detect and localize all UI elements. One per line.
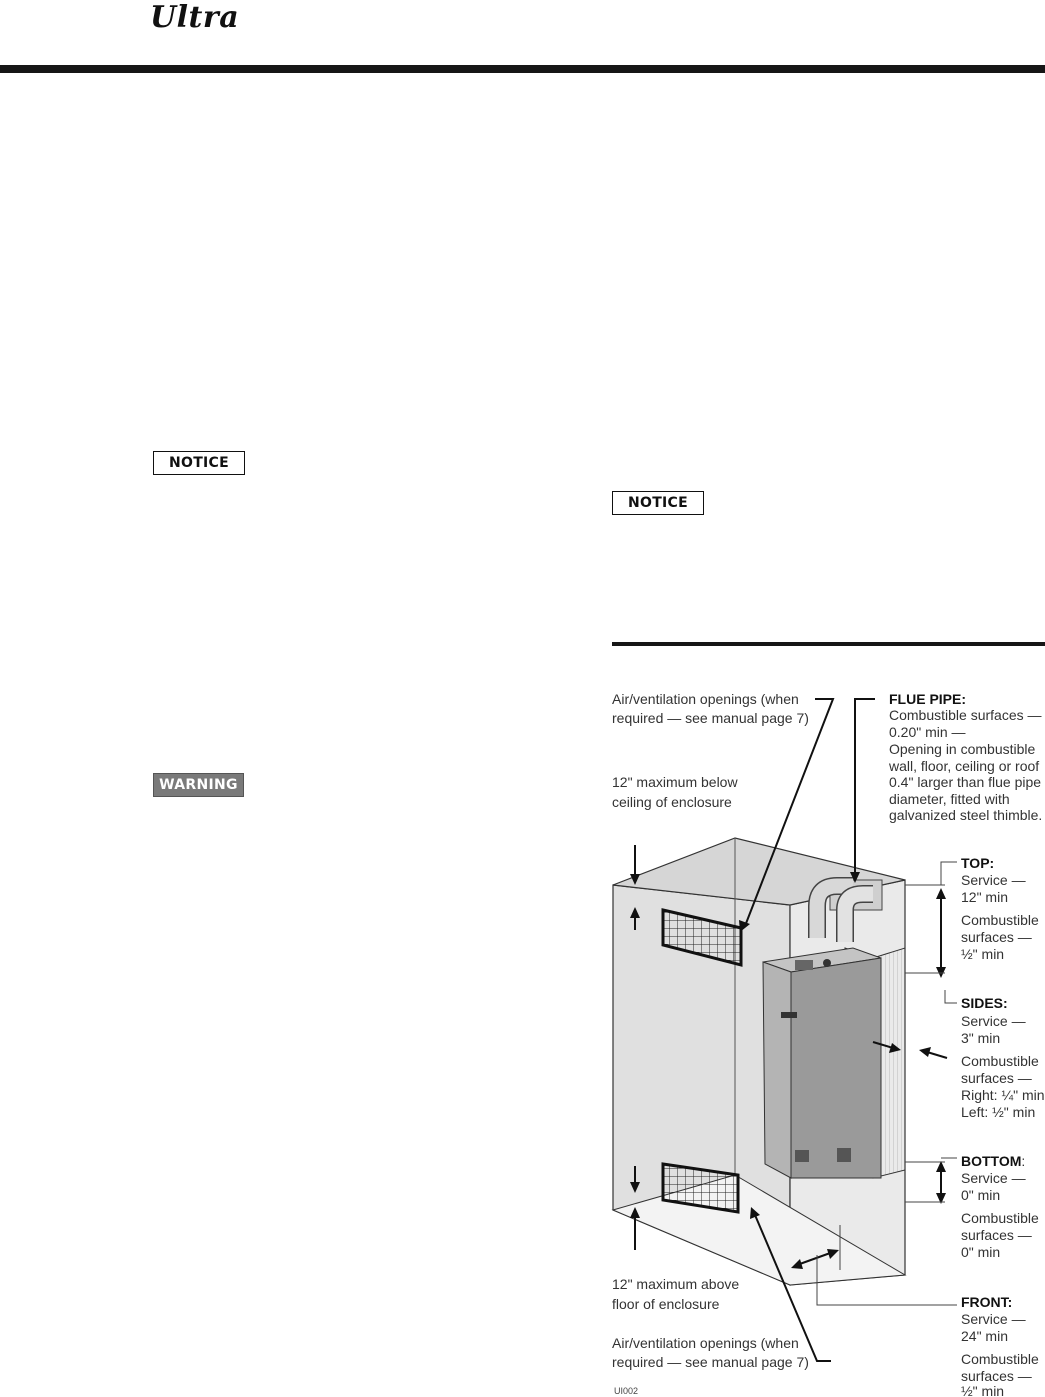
notice-badge-right: NOTICE xyxy=(612,491,704,515)
top-line-2: 12" min xyxy=(961,889,1008,905)
flue-line-1: Combustible surfaces — xyxy=(889,707,1042,723)
max-below-line-1: 12" maximum below xyxy=(612,774,738,790)
bottom-line-4: surfaces — xyxy=(961,1227,1032,1243)
sides-line-3: Combustible xyxy=(961,1053,1039,1069)
top-title: TOP: xyxy=(961,855,995,871)
flue-line-7: galvanized steel thimble. xyxy=(889,807,1043,823)
front-title: FRONT: xyxy=(961,1294,1013,1310)
notice-badge-left: NOTICE xyxy=(153,451,245,475)
max-above-line-2: floor of enclosure xyxy=(612,1296,720,1312)
brand-logo: Ultra xyxy=(150,0,240,35)
figure-rule xyxy=(612,642,1045,646)
flue-line-2: 0.20" min — xyxy=(889,724,966,740)
air-bottom-line-1: Air/ventilation openings (when xyxy=(612,1335,799,1351)
sides-line-4: surfaces — xyxy=(961,1070,1032,1086)
top-line-3: Combustible xyxy=(961,912,1039,928)
air-bottom-line-2: required — see manual page 7) xyxy=(612,1354,809,1370)
front-line-4: surfaces — xyxy=(961,1368,1032,1384)
flue-line-3: Opening in combustible xyxy=(889,741,1036,757)
sides-line-2: 3" min xyxy=(961,1030,1001,1046)
sides-line-1: Service — xyxy=(961,1013,1026,1029)
air-top-line-2: required — see manual page 7) xyxy=(612,710,809,726)
max-above-line-1: 12" maximum above xyxy=(612,1276,740,1292)
front-line-3: Combustible xyxy=(961,1351,1039,1367)
flue-line-5: 0.4" larger than flue pipe xyxy=(889,774,1042,790)
front-line-2: 24" min xyxy=(961,1328,1008,1344)
max-below-line-2: ceiling of enclosure xyxy=(612,794,732,810)
bottom-title-row xyxy=(961,1153,1025,1169)
bottom-colon: : xyxy=(1021,1153,1026,1169)
top-line-1: Service — xyxy=(961,872,1026,888)
figure-code: UI002 xyxy=(614,1386,639,1396)
sides-line-5: Right: ¼" min xyxy=(961,1087,1045,1103)
sides-title: SIDES: xyxy=(961,995,1008,1011)
top-line-4: surfaces — xyxy=(961,929,1032,945)
clearance-diagram xyxy=(605,680,1045,1397)
bottom-line-2: 0" min xyxy=(961,1187,1001,1203)
top-line-5: ½" min xyxy=(961,946,1005,962)
warning-badge: WARNING xyxy=(153,773,244,797)
flue-pipe-title: FLUE PIPE: xyxy=(889,691,967,707)
bottom-line-5: 0" min xyxy=(961,1244,1001,1260)
air-top-line-1: Air/ventilation openings (when xyxy=(612,691,799,707)
front-line-1: Service — xyxy=(961,1311,1026,1327)
header-rule xyxy=(0,65,1045,73)
sides-line-6: Left: ½" min xyxy=(961,1104,1036,1120)
bottom-title: BOTTOM xyxy=(961,1153,1022,1169)
bottom-line-1: Service — xyxy=(961,1170,1026,1186)
flue-line-4: wall, floor, ceiling or roof xyxy=(889,758,1040,774)
bottom-line-3: Combustible xyxy=(961,1210,1039,1226)
flue-line-6: diameter, fitted with xyxy=(889,791,1010,807)
front-line-5: ½" min xyxy=(961,1383,1005,1397)
